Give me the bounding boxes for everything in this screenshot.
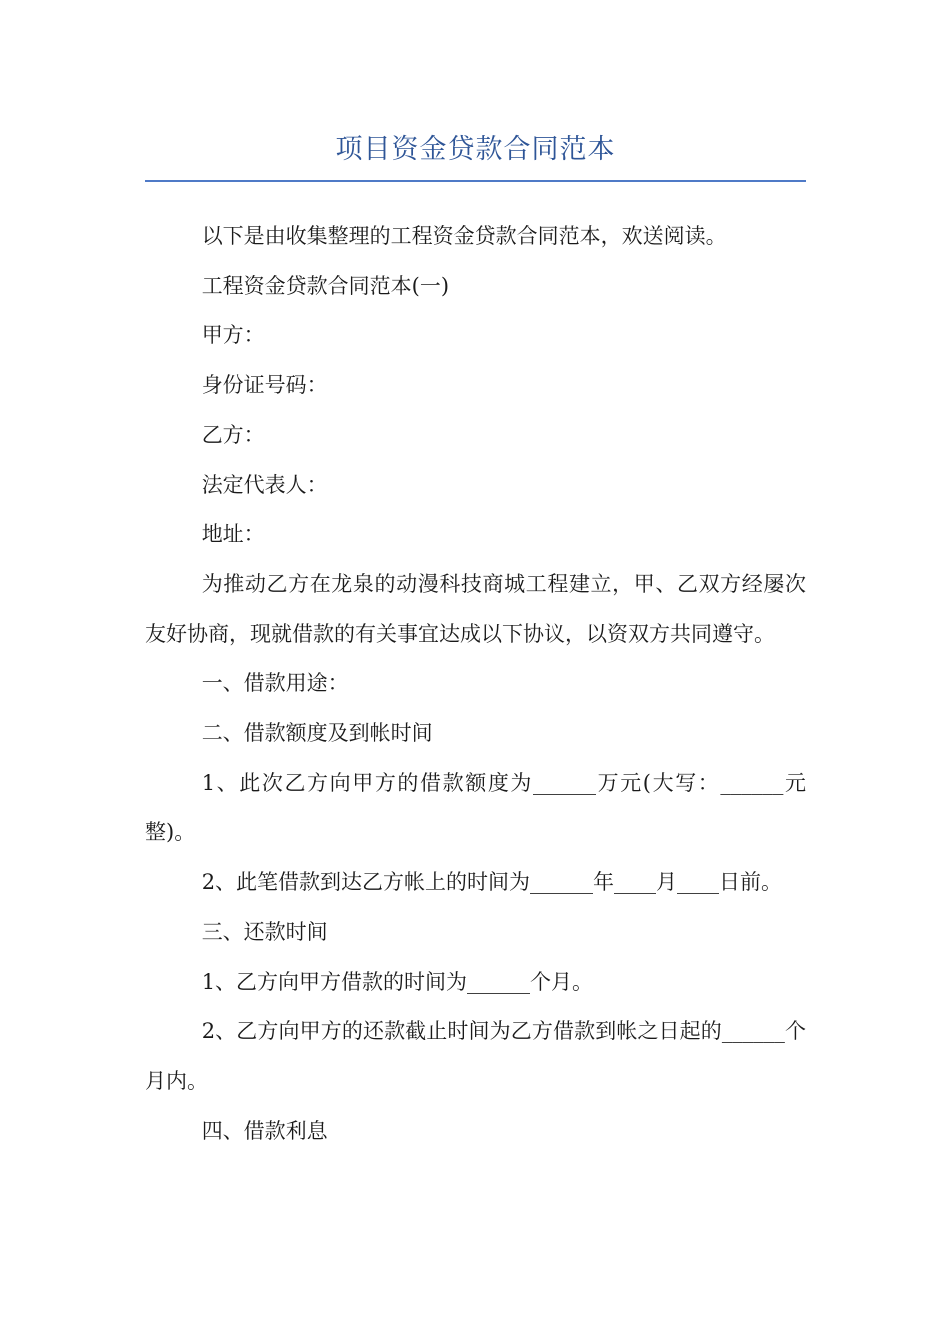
section-repayment-time: 三、还款时间 <box>201 919 328 944</box>
document-title: 项目资金贷款合同范本 <box>335 134 616 165</box>
section-loan-amount: 二、借款额度及到帐时间 <box>201 721 433 746</box>
legal-representative-field: 法定代表人： <box>201 472 328 497</box>
title-underline <box>145 180 806 182</box>
clause-loan-amount: 1、此次乙方向甲方的借款额度为______万元(大写：______元整)。 <box>145 770 806 845</box>
document-body <box>145 212 806 1156</box>
clause-arrival-date: 2、此笔借款到达乙方帐上的时间为______年____月____日前。 <box>201 870 783 895</box>
address-field: 地址： <box>201 522 265 547</box>
section-loan-purpose: 一、借款用途： <box>201 671 349 696</box>
clause-repayment-deadline: 2、乙方向甲方的还款截止时间为乙方借款到帐之日起的______个月内。 <box>145 1019 806 1093</box>
party-a-field: 甲方： <box>201 323 265 348</box>
contract-heading: 工程资金贷款合同范本(一) <box>201 273 450 298</box>
preamble-paragraph: 为推动乙方在龙泉的动漫科技商城工程建立，甲、乙双方经屡次友好协商，现就借款的有关事宜达成以下协议，以资双方共同遵守。 <box>145 571 806 646</box>
party-b-field: 乙方： <box>201 422 265 447</box>
clause-loan-duration: 1、乙方向甲方借款的时间为______个月。 <box>201 969 594 994</box>
section-loan-interest: 四、借款利息 <box>201 1118 328 1143</box>
intro-paragraph: 以下是由收集整理的工程资金贷款合同范本，欢送阅读。 <box>201 224 727 248</box>
id-number-field: 身份证号码： <box>201 373 328 398</box>
